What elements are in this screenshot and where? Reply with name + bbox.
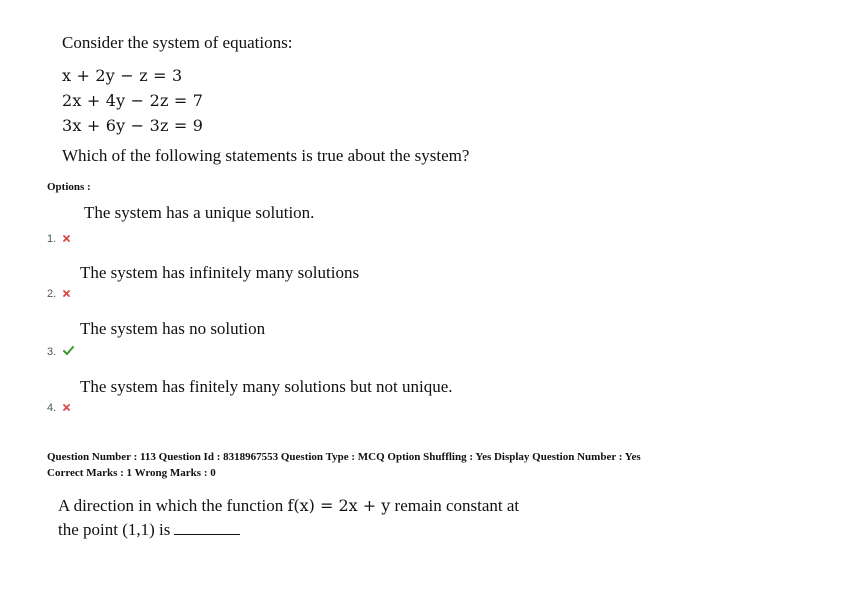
question-2-function: f(x) = 2x + y: [287, 496, 391, 515]
equation-2: 2x + 4y − 2z = 7: [62, 91, 204, 110]
option-4-marker: [47, 398, 70, 416]
wrong-cross-icon: [63, 398, 70, 416]
question-2-point: the point (1,1) is: [58, 520, 171, 539]
option-2-text: The system has infinitely many solutions: [80, 263, 360, 282]
marks-metadata: Correct Marks : 1 Wrong Marks : 0: [47, 467, 216, 479]
options-label: Options :: [47, 181, 91, 193]
option-3-marker: [47, 342, 74, 360]
equation-3: 3x + 6y − 3z = 9: [62, 116, 204, 135]
option-3-number: 3.: [47, 346, 57, 358]
option-4-number: 4.: [47, 402, 57, 414]
wrong-cross-icon: [63, 229, 70, 247]
question-metadata: Question Number : 113 Question Id : 8318967553 Question Type : MCQ Option Shuffling : Yes Display Question Number : Yes: [47, 451, 641, 463]
option-1-marker: [47, 229, 70, 247]
question-2-prefix: A direction in which the function: [58, 496, 284, 515]
question-2-line-1: [58, 496, 519, 516]
question-intro: Consider the system of equations:: [62, 33, 293, 52]
wrong-cross-icon: [63, 284, 70, 302]
correct-check-icon: [63, 342, 74, 360]
option-2-marker: [47, 284, 70, 302]
answer-blank: [174, 522, 240, 535]
option-1-text: The system has a unique solution.: [84, 203, 315, 222]
question-2-line-2: [58, 520, 240, 540]
question-2-suffix: remain constant at: [394, 496, 520, 515]
option-4-text: The system has finitely many solutions but not unique.: [80, 377, 453, 396]
option-2-number: 2.: [47, 288, 57, 300]
option-1-number: 1.: [47, 233, 57, 245]
equation-1: x + 2y − z = 3: [62, 66, 183, 85]
option-3-text: The system has no solution: [80, 319, 266, 338]
question-prompt: Which of the following statements is true about the system?: [62, 146, 470, 165]
